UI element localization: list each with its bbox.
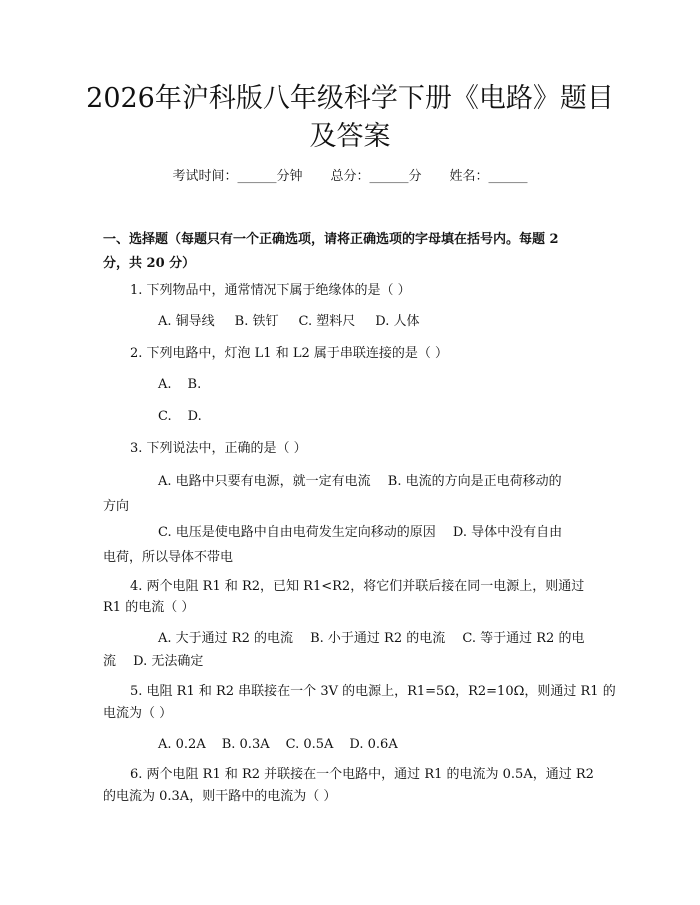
question-1-option-b: B. 铁钉: [234, 314, 279, 329]
question-6-stem-line-1: 6. 两个电阻 R1 和 R2 并联接在一个电路中，通过 R1 的电流为 0.5A，通过 R2: [130, 767, 594, 782]
title-line-1: 2026年沪科版八年级科学下册《电路》题目: [86, 83, 614, 114]
question-5-stem-line-2: 电流为（ ）: [103, 706, 173, 721]
question-4-options-line-2: 流 D. 无法确定: [103, 654, 204, 669]
exam-info-row: [0, 167, 700, 187]
question-1-option-d: D. 人体: [375, 314, 420, 329]
question-5-option-a: A. 0.2A: [158, 737, 206, 752]
score-blank: ______: [369, 169, 409, 184]
question-1-stem: 1. 下列物品中，通常情况下属于绝缘体的是（ ）: [130, 283, 411, 298]
question-1-options: [158, 310, 419, 334]
question-5-option-b: B. 0.3A: [221, 737, 270, 752]
question-3-options-line-1: A. 电路中只要有电源，就一定有电流 B. 电流的方向是正电荷移动的: [158, 474, 562, 489]
name-label: 姓名：: [449, 169, 489, 184]
section-heading: [103, 228, 603, 276]
question-3-options-line-4: 电荷，所以导体不带电: [103, 550, 234, 565]
time-label: 考试时间：: [172, 169, 238, 184]
question-2-option-a: A.: [158, 377, 172, 392]
question-4-stem-line-1: 4. 两个电阻 R1 和 R2，已知 R1<R2，将它们并联后接在同一电源上，则通过: [130, 579, 585, 594]
question-2-options-row-2: [158, 405, 202, 429]
title-line-2: 及答案: [309, 121, 391, 152]
question-5-stem-line-1: 5. 电阻 R1 和 R2 串联接在一个 3V 的电源上，R1=5Ω，R2=10Ω，则通过 R1 的: [130, 684, 616, 699]
question-1-option-c: C. 塑料尺: [298, 314, 356, 329]
question-3-stem: 3. 下列说法中，正确的是（ ）: [130, 441, 307, 456]
question-2-options-row-1: [158, 373, 201, 397]
section-heading-line-2: 分，共 20 分）: [103, 256, 196, 271]
page-title: [80, 80, 620, 156]
time-unit: 分钟: [276, 169, 303, 184]
score-unit: 分: [408, 169, 422, 184]
question-4-stem-line-2: R1 的电流（ ）: [103, 600, 195, 615]
question-4-options-line-1: A. 大于通过 R2 的电流 B. 小于通过 R2 的电流 C. 等于通过 R2 的电: [158, 631, 585, 646]
name-blank: ______: [488, 169, 528, 184]
question-6-stem-line-2: 的电流为 0.3A，则干路中的电流为（ ）: [103, 789, 337, 804]
question-2-option-b: B.: [187, 377, 202, 392]
question-2-stem: 2. 下列电路中，灯泡 L1 和 L2 属于串联连接的是（ ）: [130, 346, 449, 361]
question-5-options: [158, 733, 398, 757]
question-2-option-c: C.: [158, 409, 172, 424]
question-1-option-a: A. 铜导线: [158, 314, 215, 329]
section-heading-line-1: 一、选择题（每题只有一个正确选项，请将正确选项的字母填在括号内。每题 2: [103, 232, 559, 247]
time-blank: ______: [237, 169, 277, 184]
score-label: 总分：: [330, 169, 370, 184]
question-2-option-d: D.: [187, 409, 202, 424]
question-3-options-line-2: 方向: [103, 499, 130, 514]
question-3-options-line-3: C. 电压是使电路中自由电荷发生定向移动的原因 D. 导体中没有自由: [158, 525, 563, 540]
question-5-option-c: C. 0.5A: [285, 737, 334, 752]
question-5-option-d: D. 0.6A: [349, 737, 398, 752]
